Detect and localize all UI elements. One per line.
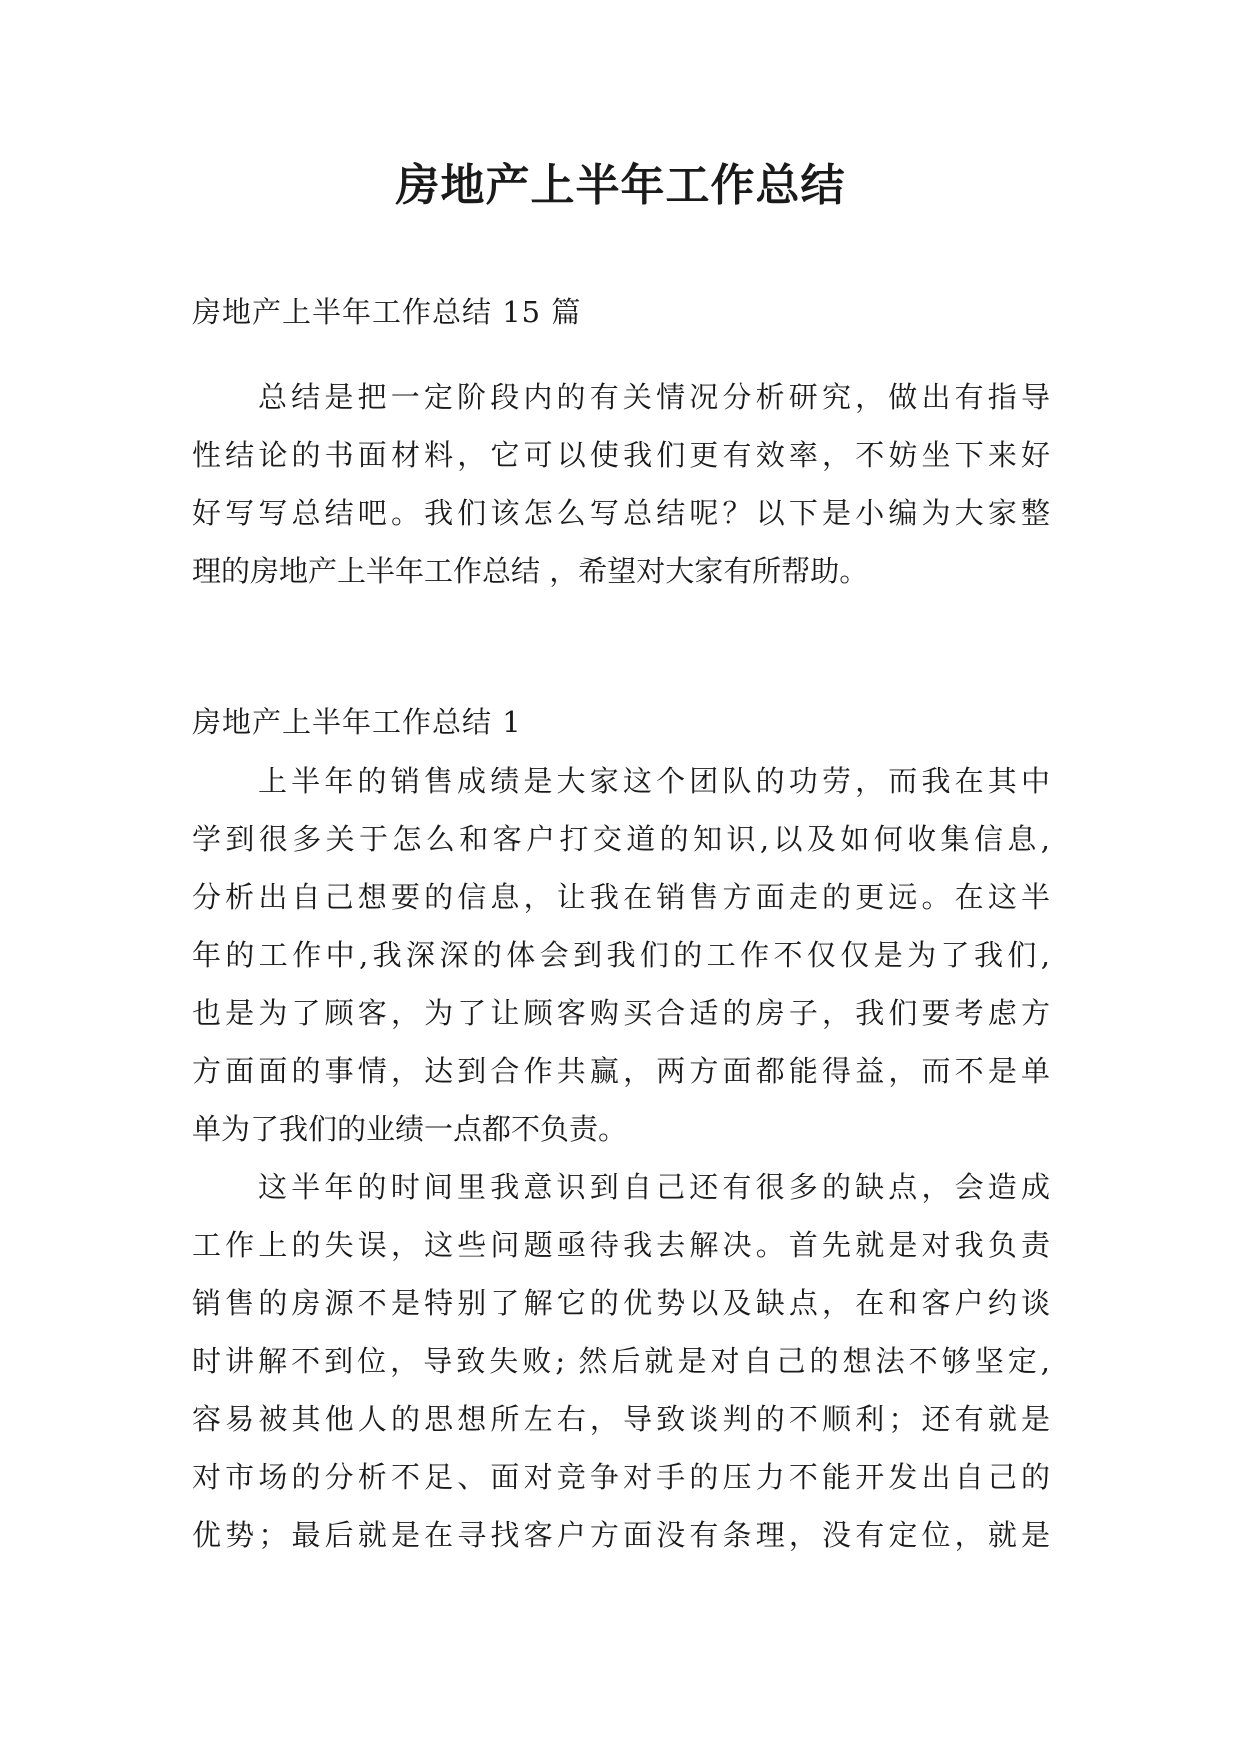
paragraph-line: 总结是把一定阶段内的有关情况分析研究，做出有指导 (258, 380, 1050, 414)
paragraph-line: 对市场的分析不足、面对竞争对手的压力不能开发出自己的 (192, 1460, 1050, 1494)
paragraph-line: 学到很多关于怎么和客户打交道的知识,以及如何收集信息, (192, 822, 1050, 856)
paragraph-line: 年的工作中,我深深的体会到我们的工作不仅仅是为了我们, (192, 938, 1050, 972)
paragraph-line: 上半年的销售成绩是大家这个团队的功劳，而我在其中 (258, 764, 1050, 798)
paragraph-line: 好写写总结吧。我们该怎么写总结呢？以下是小编为大家整 (192, 496, 1050, 530)
section-1-paragraph-2 (192, 1158, 1050, 1564)
paragraph-line: 容易被其他人的思想所左右，导致谈判的不顺利；还有就是 (192, 1402, 1050, 1436)
section-heading-1: 房地产上半年工作总结 1 (192, 705, 522, 739)
document-title: 房地产上半年工作总结 (395, 160, 846, 211)
paragraph-line: 时讲解不到位，导致失败; 然后就是对自己的想法不够坚定, (192, 1344, 1050, 1378)
intro-paragraph (192, 368, 1050, 600)
paragraph-line: 理的房地产上半年工作总结 ，希望对大家有所帮助。 (192, 554, 869, 588)
paragraph-line: 这半年的时间里我意识到自己还有很多的缺点，会造成 (258, 1170, 1050, 1204)
paragraph-line: 分析出自己想要的信息，让我在销售方面走的更远。在这半 (192, 880, 1050, 914)
paragraph-line: 也是为了顾客，为了让顾客购买合适的房子，我们要考虑方 (192, 996, 1050, 1030)
paragraph-line: 销售的房源不是特别了解它的优势以及缺点，在和客户约谈 (192, 1286, 1050, 1320)
document-subtitle: 房地产上半年工作总结 15 篇 (192, 295, 582, 329)
paragraph-line: 性结论的书面材料，它可以使我们更有效率，不妨坐下来好 (192, 438, 1050, 472)
section-1-paragraph-1 (192, 752, 1050, 1158)
paragraph-line: 优势；最后就是在寻找客户方面没有条理，没有定位，就是 (192, 1518, 1050, 1552)
paragraph-line: 工作上的失误，这些问题亟待我去解决。首先就是对我负责 (192, 1228, 1050, 1262)
paragraph-line: 单为了我们的业绩一点都不负责。 (192, 1112, 628, 1146)
paragraph-line: 方面面的事情，达到合作共赢，两方面都能得益，而不是单 (192, 1054, 1050, 1088)
